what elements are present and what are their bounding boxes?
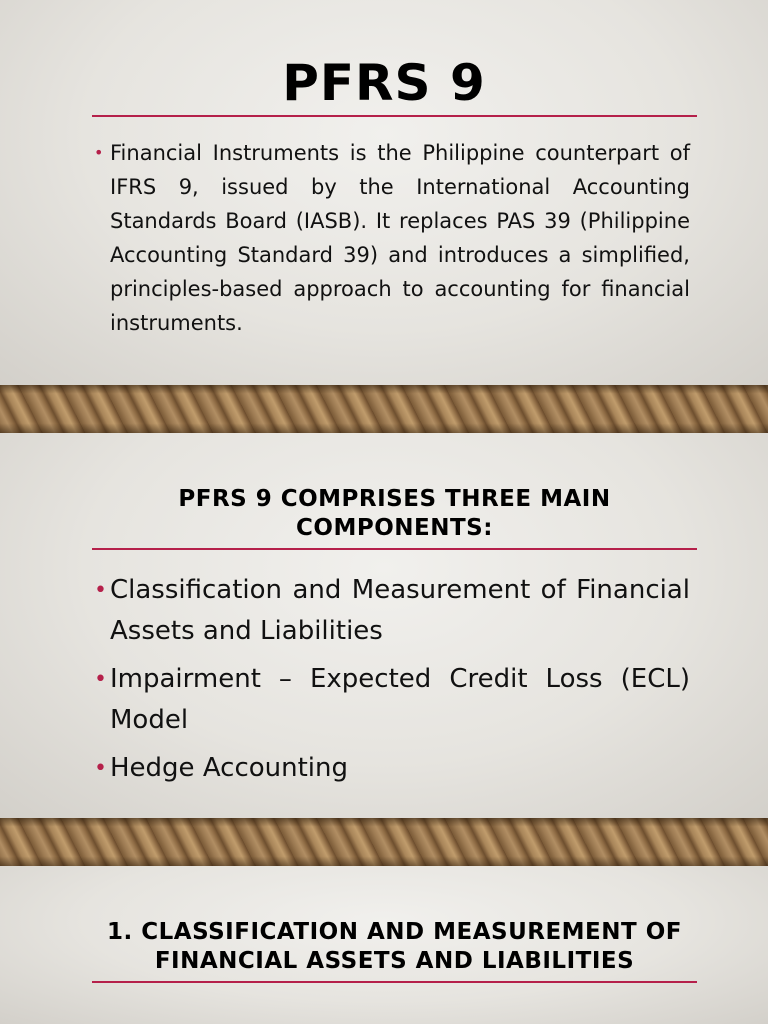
slide-1 xyxy=(0,0,768,385)
slide-2 xyxy=(0,433,768,818)
title-divider xyxy=(92,115,697,117)
bullet-icon: • xyxy=(94,578,107,603)
list-item xyxy=(94,136,690,340)
bullet-text: Hedge Accounting xyxy=(110,753,348,783)
list-item xyxy=(94,748,690,789)
bullet-text: Impairment – Expected Credit Loss (ECL) Model xyxy=(110,664,690,735)
title-divider xyxy=(92,981,697,983)
wood-floor-divider xyxy=(0,818,768,866)
bullet-text: Financial Instruments is the Philippine counterpart of IFRS 9, issued by the International Accounting Standards Board (IASB). It replaces PAS 39 (Philippine Accounting Standard 39) and introduces a simplified, principles-based approach to accounting for financial instruments. xyxy=(110,141,690,335)
bullet-icon: • xyxy=(94,667,107,692)
bullet-icon: • xyxy=(94,143,104,162)
slide-1-title: PFRS 9 xyxy=(282,54,486,112)
slide-2-title: PFRS 9 COMPRISES THREE MAIN COMPONENTS: xyxy=(178,486,611,541)
bullet-text: Classification and Measurement of Financial Assets and Liabilities xyxy=(110,575,690,646)
list-item xyxy=(94,570,690,652)
slide-3 xyxy=(0,866,768,1024)
slide-1-bullet-list xyxy=(94,136,690,340)
slide-3-title: 1. CLASSIFICATION AND MEASUREMENT OF FINANCIAL ASSETS AND LIABILITIES xyxy=(107,919,682,974)
slide-2-bullet-list xyxy=(94,570,690,796)
wood-floor-divider xyxy=(0,385,768,433)
list-item xyxy=(94,659,690,741)
title-divider xyxy=(92,548,697,550)
bullet-icon: • xyxy=(94,756,107,781)
